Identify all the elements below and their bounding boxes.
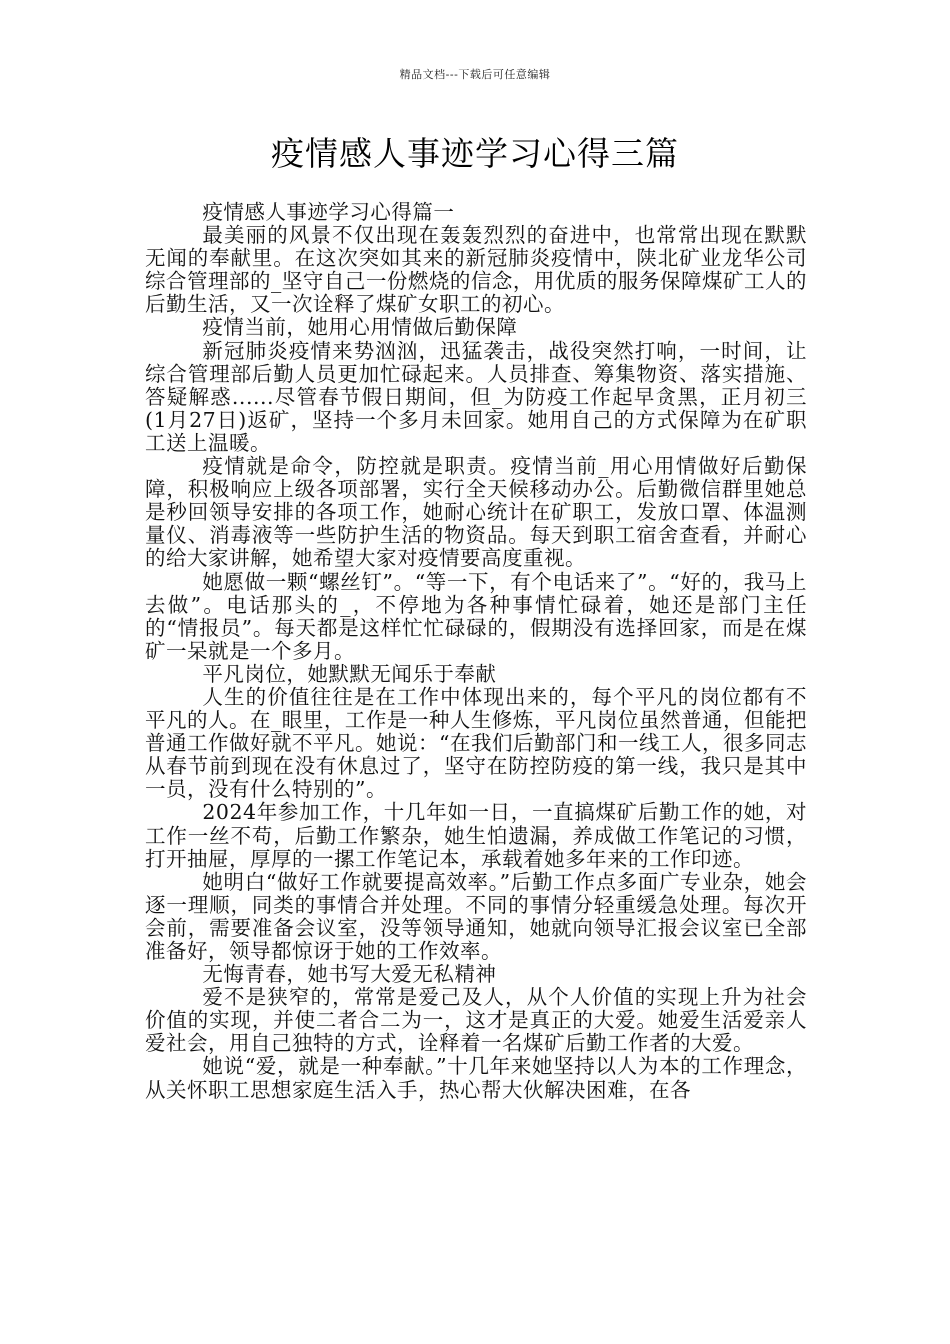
section-heading: 疫情感人事迹学习心得篇一 bbox=[202, 200, 455, 224]
body-paragraph: 人生的价值往往是在工作中体现出来的，每个平凡的岗位都有不平凡的人。在_眼里，工作是一种人生修炼，平凡岗位虽然普通，但能把普通工作做好就不平凡。她说：“在我们后勤部门和一线工人，很多同志从春节前到现在没有休息过了，坚守在防控防疫的第一线，我只是其中一员，没有什么特别的”。 bbox=[145, 684, 807, 802]
body-paragraph: 2024年参加工作，十几年如一日，一直搞煤矿后勤工作的她，对工作一丝不苟，后勤工作繁杂，她生怕遗漏，养成做工作笔记的习惯，打开抽屉，厚厚的一摞工作笔记本，承载着她多年来的工作印迹。 bbox=[145, 800, 807, 871]
section-heading: 无悔青春，她书写大爱无私精神 bbox=[202, 962, 497, 987]
document-body bbox=[145, 201, 807, 1102]
body-paragraph: 爱不是狭窄的，常常是爱己及人，从个人价值的实现上升为社会价值的实现，并使二者合二为一，这才是真正的大爱。她爱生活爱亲人爱社会，用自己独特的方式，诠释着一名煤矿后勤工作者的大爱。 bbox=[145, 985, 807, 1056]
body-paragraph: 疫情就是命令，防控就是职责。疫情当前_用心用情做好后勤保障，积极响应上级各项部署，实行全天候移动办公。后勤微信群里她总是秒回领导安排的各项工作，她耐心统计在矿职工，发放口罩、体温测量仪、消毒液等一些防护生活的物资品。每天到职工宿舍查看，并耐心的给大家讲解，她希望大家对疫情要高度重视。 bbox=[145, 454, 807, 571]
body-paragraph: 她愿做一颗“螺丝钉”。“等一下，有个电话来了”。“好的，我马上去做”。电话那头的_，不停地为各种事情忙碌着，她还是部门主任的“情报员”。每天都是这样忙忙碌碌的，假期没有选择回家，而是在煤矿一呆就是一个多月。 bbox=[145, 569, 807, 663]
document-title: 疫情感人事迹学习心得三篇 bbox=[271, 134, 679, 173]
section-heading: 平凡岗位，她默默无闻乐于奉献 bbox=[202, 661, 497, 686]
body-paragraph: 她说“爱，就是一种奉献。”十几年来她坚持以人为本的工作理念，从关怀职工思想家庭生活入手，热心帮大伙解决困难，在各 bbox=[145, 1054, 807, 1102]
body-paragraph: 她明白“做好工作就要提高效率。”后勤工作点多面广专业杂，她会逐一理顺，同类的事情合并处理。不同的事情分轻重缓急处理。每次开会前，需要准备会议室，没等领导通知，她就向领导汇报会议室已全部准备好，领导都惊讶于她的工作效率。 bbox=[145, 869, 807, 963]
page-header-note: 精品文档---下载后可任意编辑 bbox=[399, 68, 551, 81]
body-paragraph: 最美丽的风景不仅出现在轰轰烈烈的奋进中，也常常出现在默默无闻的奉献里。在这次突如其来的新冠肺炎疫情中，陕北矿业龙华公司综合管理部的_坚守自己一份燃烧的信念，用优质的服务保障煤矿工人的后勤生活，又一次诠释了煤矿女职工的初心。 bbox=[145, 223, 807, 317]
body-paragraph: 新冠肺炎疫情来势汹汹，迅猛袭击，战役突然打响，一时间，让综合管理部后勤人员更加忙碌起来。人员排查、筹集物资、落实措施、答疑解惑......尽管春节假日期间，但_为防疫工作起早贪黑，正月初三(1月27日)返矿，坚持一个多月未回家。她用自己的方式保障为在矿职工送上温暖。 bbox=[145, 338, 807, 455]
section-heading: 疫情当前，她用心用情做后勤保障 bbox=[202, 315, 518, 340]
